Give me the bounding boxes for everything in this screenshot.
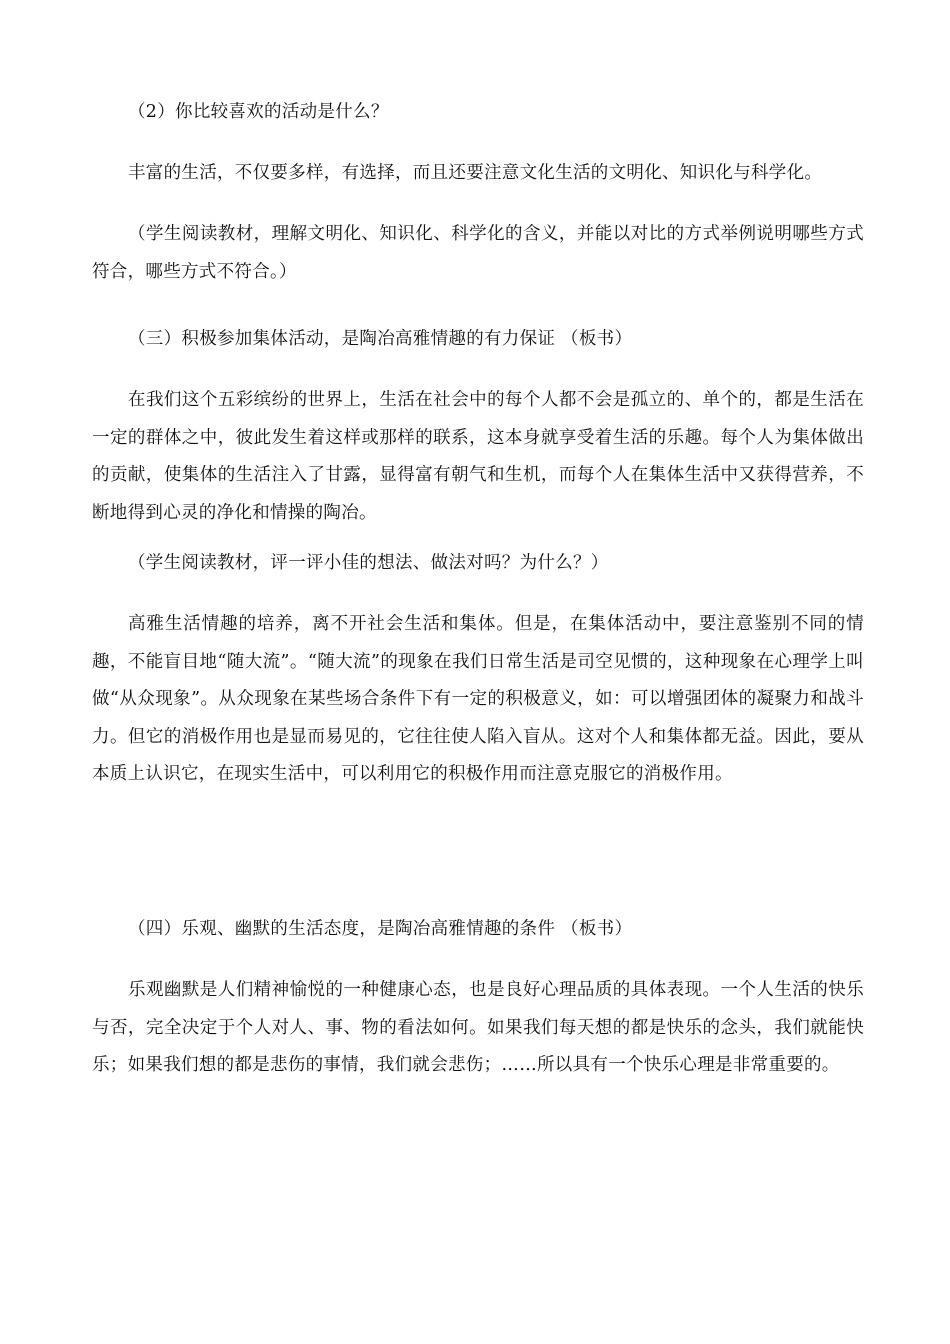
section-heading-3: （三）积极参加集体活动，是陶冶高雅情趣的有力保证 （板书）: [128, 329, 633, 349]
paragraph-conformity: 高雅生活情趣的培养，离不开社会生活和集体。但是，在集体活动中，要注意鉴别不同的情趣，不能盲目地“随大流”。“随大流”的现象在我们日常生活是司空见惯的，这种现象在心理学上叫做“从众现象”。从众现象在某些场合条件下有一定的积极意义，如：可以增强团体的凝聚力和战斗力。但它的消极作用也是显而易见的，它往往使人陷入盲从。这对个人和集体都无益。因此，要从本质上认识它，在现实生活中，可以利用它的积极作用而注意克服它的消极作用。: [92, 614, 864, 784]
paragraph-rich-life: 丰富的生活，不仅要多样，有选择，而且还要注意文化生活的文明化、知识化与科学化。: [128, 163, 823, 183]
question-activity: （2）你比较喜欢的活动是什么？: [128, 102, 389, 122]
section-heading-4: （四）乐观、幽默的生活态度，是陶冶高雅情趣的条件 （板书）: [128, 919, 633, 939]
student-reading-note-1: （学生阅读教材，理解文明化、知识化、科学化的含义，并能以对比的方式举例说明哪些方式符合，哪些方式不符合。）: [92, 224, 864, 282]
student-reading-note-2: （学生阅读教材，评一评小佳的想法、做法对吗？为什么？）: [128, 553, 609, 573]
paragraph-collective: 在我们这个五彩缤纷的世界上，生活在社会中的每个人都不会是孤立的、单个的，都是生活在一定的群体之中，彼此发生着这样或那样的联系，这本身就享受着生活的乐趣。每个人为集体做出的贡献，使集体的生活注入了甘露，显得富有朝气和生机，而每个人在集体生活中又获得营养，不断地得到心灵的净化和情操的陶冶。: [92, 390, 864, 523]
paragraph-optimism: 乐观幽默是人们精神愉悦的一种健康心态，也是良好心理品质的具体表现。一个人生活的快乐与否，完全决定于个人对人、事、物的看法如何。如果我们每天想的都是快乐的念头，我们就能快乐；如果我们想的都是悲伤的事情，我们就会悲伤；……所以具有一个快乐心理是非常重要的。: [92, 980, 864, 1075]
